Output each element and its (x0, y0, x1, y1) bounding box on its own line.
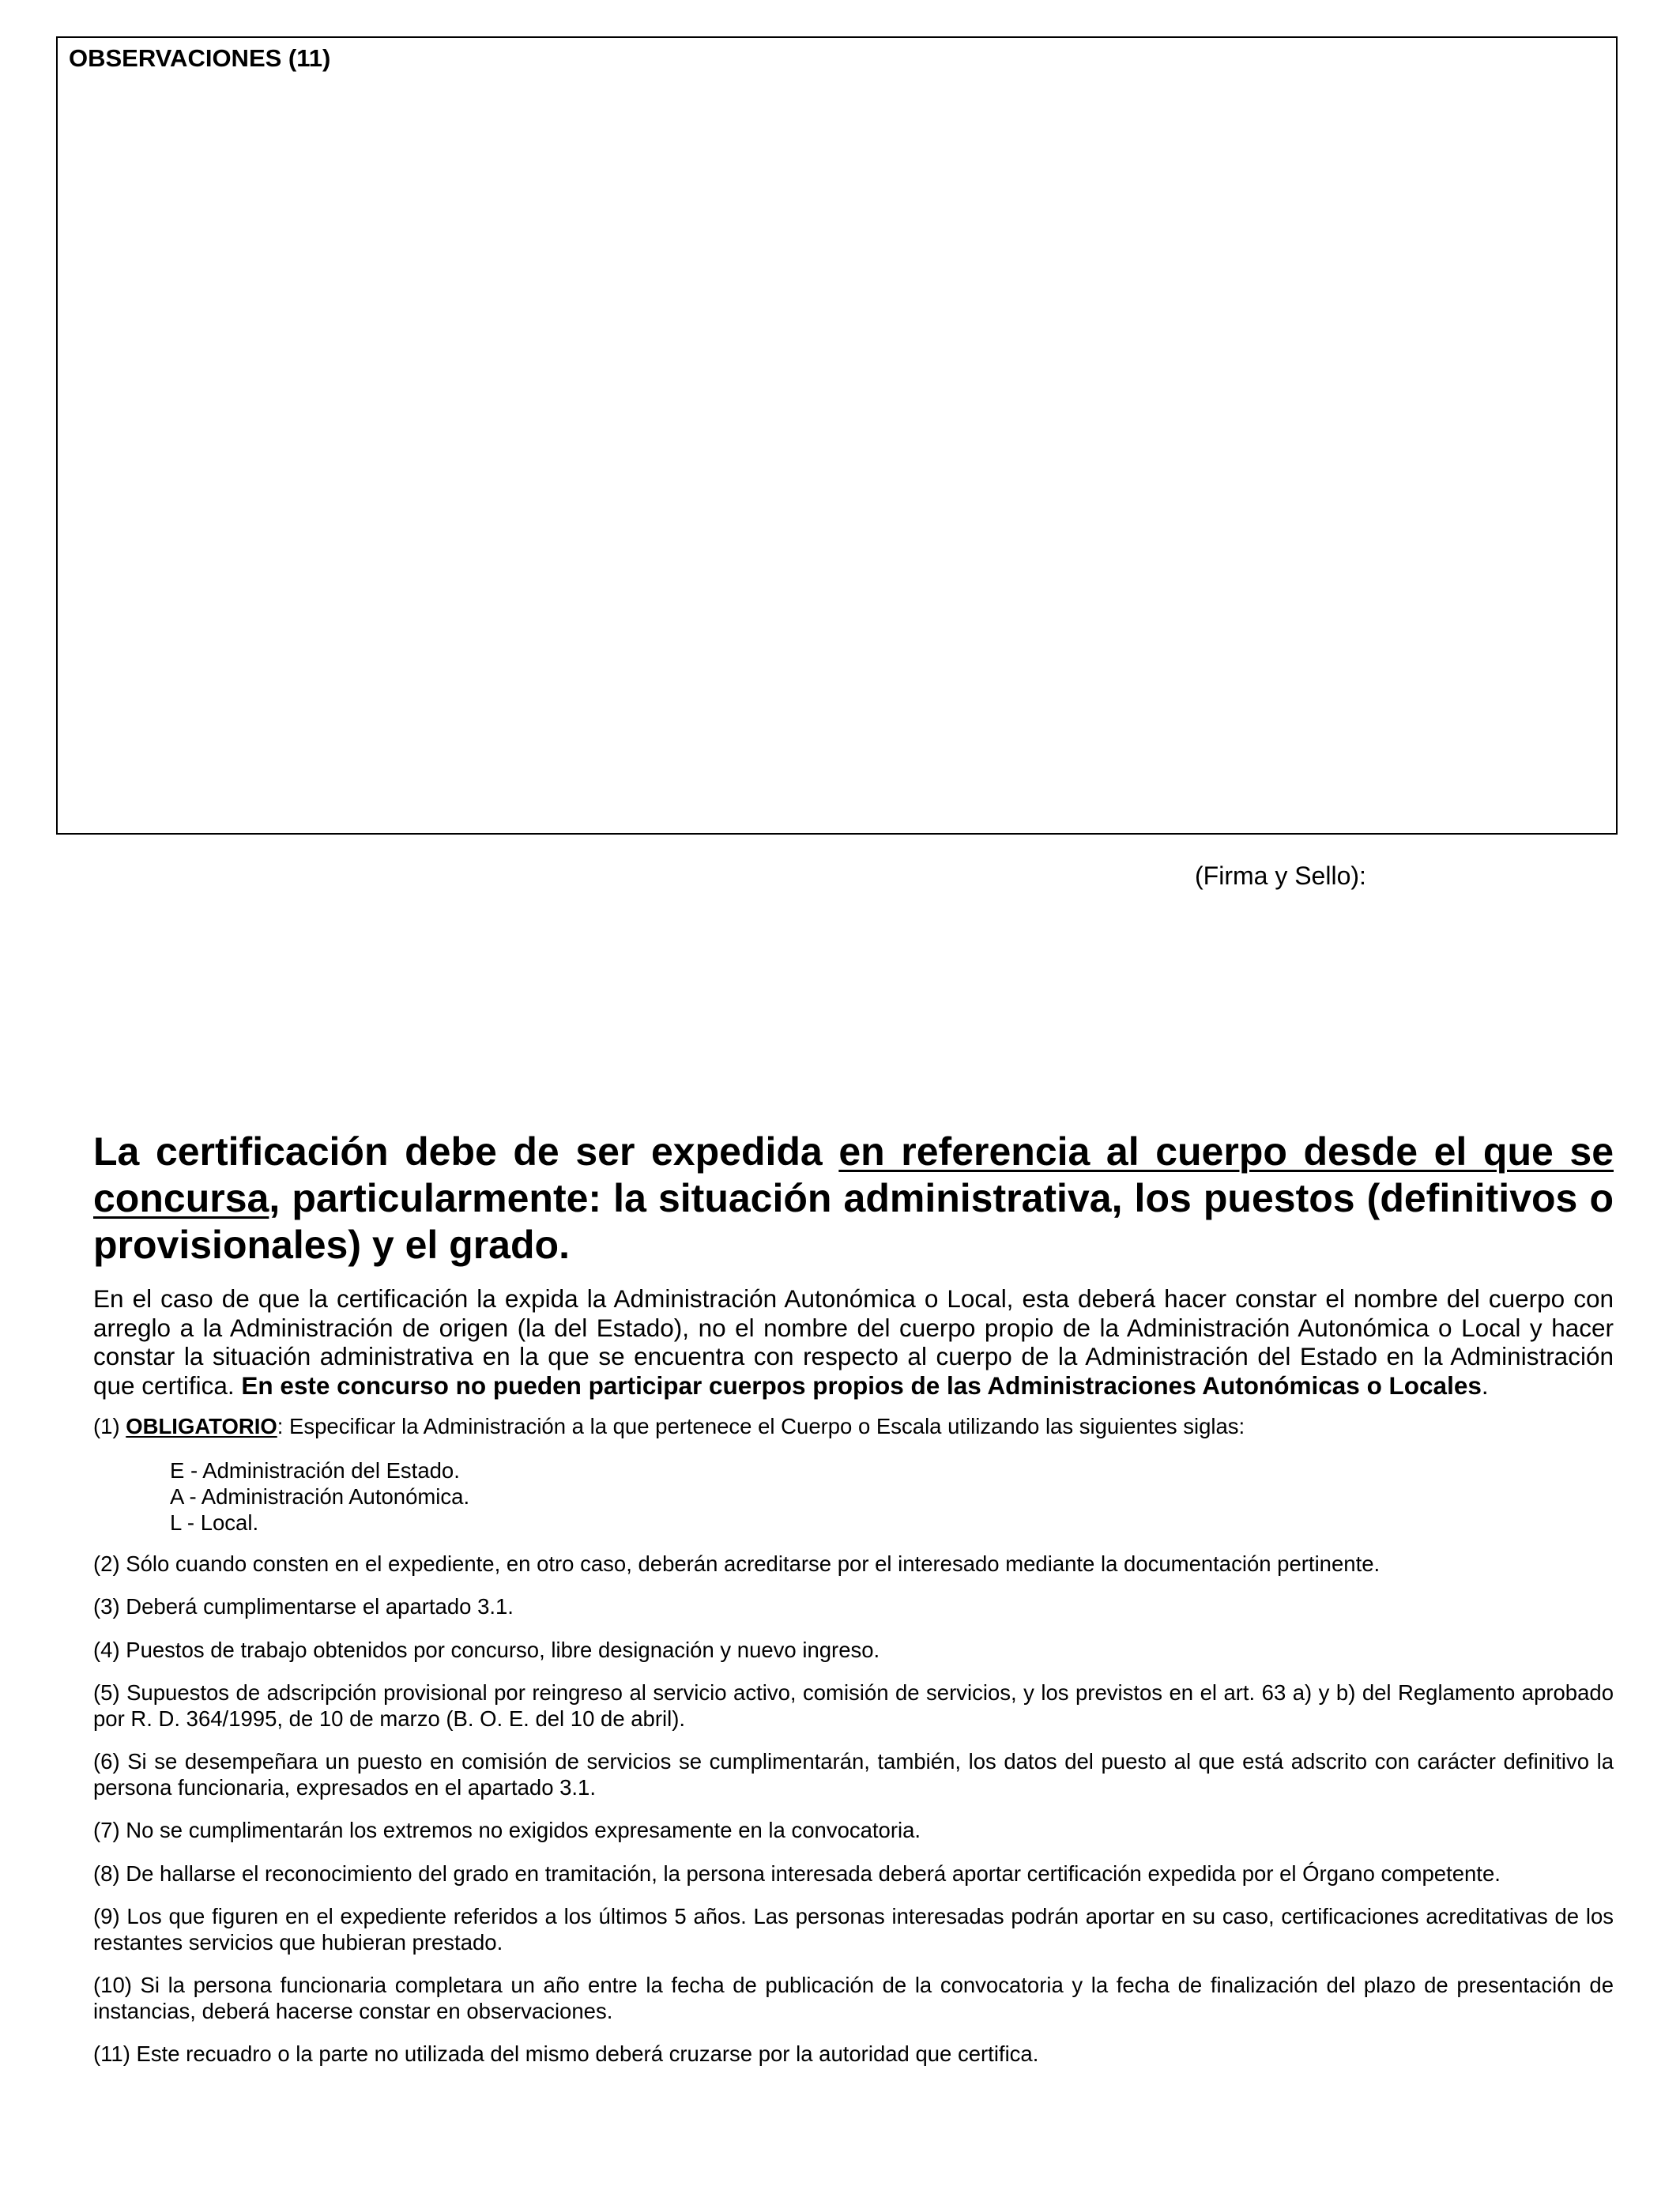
list-item: E - Administración del Estado. (170, 1457, 460, 1483)
note-7: (7) No se cumplimentarán los extremos no exigidos expresamente en la convocatoria. (93, 1818, 921, 1842)
note-2: (2) Sólo cuando consten en el expediente, en otro caso, deberán acreditarse por el interesado mediante la documentación pertinente. (93, 1551, 1381, 1576)
siglas-list (93, 1457, 1614, 1536)
note-3: (3) Deberá cumplimentarse el apartado 3.1. (93, 1594, 514, 1619)
observaciones-box[interactable] (56, 36, 1618, 835)
firma-y-sello-label: (Firma y Sello): (1195, 861, 1366, 890)
list-item: A - Administración Autonómica. (170, 1483, 470, 1509)
certification-heading: La certificación debe de ser expedida en referencia al cuerpo desde el que se concursa, particularmente: la situación administrativa, los puestos (definitivos o provisionales) y el grado. (93, 1129, 1614, 1267)
note-8: (8) De hallarse el reconocimiento del grado en tramitación, la persona interesada deberá aportar certificación expedida por el Órgano competente. (93, 1860, 1501, 1886)
note-11: (11) Este recuadro o la parte no utilizada del mismo deberá cruzarse por la autoridad que certifica. (93, 2041, 1039, 2066)
note-5: (5) Supuestos de adscripción provisional por reingreso al servicio activo, comisión de servicios, y los previstos en el art. 63 a) y b) del Reglamento aprobado por R. D. 364/1995, de 10 de marzo (B. O. E. del 10 de abril). (93, 1680, 1614, 1731)
list-item: L - Local. (170, 1510, 259, 1535)
note-6: (6) Si se desempeñara un puesto en comisión de servicios se cumplimentarán, también, los datos del puesto al que está adscrito con carácter definitivo la persona funcionaria, expresados en el apartado 3.1. (93, 1749, 1614, 1800)
heading-underlined-text: en referencia al cuerpo desde el que se concursa (93, 1129, 1614, 1220)
intro-paragraph: En el caso de que la certificación la expida la Administración Autonómica o Local, esta deberá hacer constar el nombre del cuerpo con arreglo a la Administración de origen (la del Estado), no el nombre del cuerpo propio de la Administración Autonómica o Local y hacer constar la situación administrativa en la que se encuentra con respecto al cuerpo de la Administración del Estado en la Administración que certifica. En este concurso no pueden participar cuerpos propios de las Administraciones Autonómicas o Locales. (93, 1284, 1614, 1400)
note-4: (4) Puestos de trabajo obtenidos por concurso, libre designación y nuevo ingreso. (93, 1637, 880, 1662)
note-9: (9) Los que figuren en el expediente referidos a los últimos 5 años. Las personas interesadas podrán aportar en su caso, certificaciones acreditativas de los restantes servicios que hubieran prestado. (93, 1904, 1614, 1955)
instructions-section (93, 1129, 1614, 2085)
observaciones-title: OBSERVACIONES (11) (69, 44, 331, 72)
note-1: (1) OBLIGATORIO: Especificar la Administración a la que pertenece el Cuerpo o Escala utilizando las siguientes siglas: (93, 1414, 1245, 1438)
note-10: (10) Si la persona funcionaria completara un año entre la fecha de publicación de la convocatoria y la fecha de finalización del plazo de presentación de instancias, deberá hacerse constar en observaciones. (93, 1973, 1614, 2023)
intro-bold-text: En este concurso no pueden participar cuerpos propios de las Administraciones Autonómicas o Locales (241, 1370, 1482, 1400)
obligatorio-label: OBLIGATORIO (126, 1414, 277, 1438)
